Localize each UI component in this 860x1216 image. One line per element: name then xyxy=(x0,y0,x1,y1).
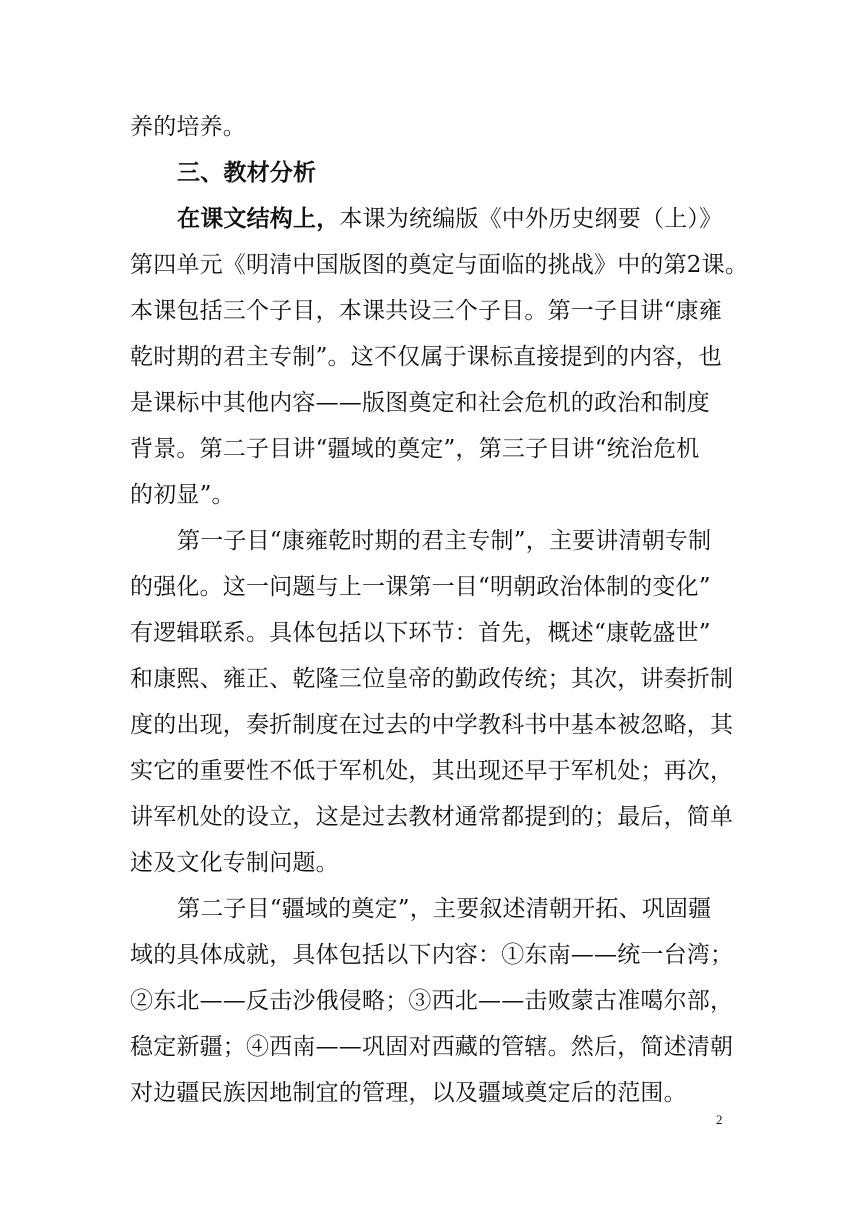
paragraph-2-line-8: 述及文化专制问题。 xyxy=(130,850,339,876)
paragraph-1-line-1-text: 本课为统编版《中外历史纲要（上）》 xyxy=(339,206,723,232)
paragraph-1-line-6: 背景。第二子目讲“疆域的奠定”，第三子目讲“统治危机 xyxy=(130,436,700,462)
paragraph-3-line-2: 域的具体成就，具体包括以下内容：①东南——统一台湾； xyxy=(130,942,734,968)
paragraph-3-line-5: 对边疆民族因地制宜的管理，以及疆域奠定后的范围。 xyxy=(130,1080,687,1106)
paragraph-2-line-2: 的强化。这一问题与上一课第一目“明朝政治体制的变化” xyxy=(130,574,711,600)
paragraph-2-line-1: 第一子目“康雍乾时期的君主专制”，主要讲清朝专制 xyxy=(177,528,712,554)
paragraph-1-line-7: 的初显”。 xyxy=(130,482,235,508)
paragraph-2-line-3: 有逻辑联系。具体包括以下环节：首先，概述“康乾盛世” xyxy=(130,620,711,646)
paragraph-1-line-4: 乾时期的君主专制”。这不仅属于课标直接提到的内容，也 xyxy=(130,344,722,370)
paragraph-2-line-6: 实它的重要性不低于军机处，其出现还早于军机处；再次， xyxy=(130,758,734,784)
paragraph-3-line-1: 第二子目“疆域的奠定”，主要叙述清朝开拓、巩固疆 xyxy=(177,896,712,922)
paragraph-3-line-3: ②东北——反击沙俄侵略；③西北——击败蒙古准噶尔部， xyxy=(130,988,734,1014)
paragraph-2-line-7: 讲军机处的设立，这是过去教材通常都提到的；最后，简单 xyxy=(130,804,734,830)
paragraph-1-line-1 xyxy=(177,204,787,234)
paragraph-2-line-4: 和康熙、雍正、乾隆三位皇帝的勤政传统；其次，讲奏折制 xyxy=(130,666,734,692)
paragraph-3-line-4: 稳定新疆；④西南——巩固对西藏的管辖。然后，简述清朝 xyxy=(130,1034,734,1060)
bold-lead-in: 在课文结构上， xyxy=(177,205,340,232)
paragraph-1-line-5: 是课标中其他内容——版图奠定和社会危机的政治和制度 xyxy=(130,390,710,416)
paragraph-1-line-2: 第四单元《明清中国版图的奠定与面临的挑战》中的第2课。 xyxy=(130,252,749,278)
paragraph-2-line-5: 度的出现，奏折制度在过去的中学教科书中基本被忽略，其 xyxy=(130,712,734,738)
text-line-continuation: 养的培养。 xyxy=(130,114,246,140)
paragraph-1-line-3: 本课包括三个子目，本课共设三个子目。第一子目讲“康雍 xyxy=(130,298,722,324)
section-heading: 三、教材分析 xyxy=(177,159,317,186)
page-number: 2 xyxy=(716,1112,723,1127)
